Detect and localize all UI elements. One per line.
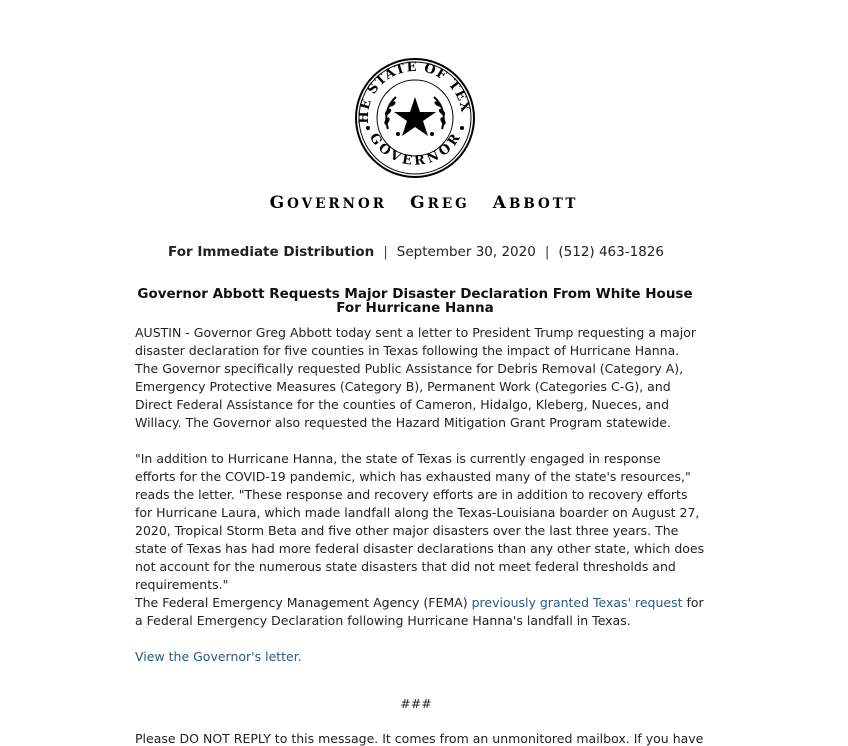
office-title-word-3: BBOTT (508, 196, 579, 212)
do-not-reply-notice: Please DO NOT REPLY to this message. It comes from an unmonitored mailbox. If you have (135, 731, 704, 746)
separator: | (383, 244, 388, 260)
release-date: September 30, 2020 (396, 244, 536, 260)
office-title (0, 193, 848, 213)
end-mark: ### (400, 696, 432, 711)
office-title-word-1: OVERNOR (287, 196, 387, 212)
governor-letter-link[interactable]: View the Governor's letter. (135, 649, 302, 664)
texas-governor-seal (354, 57, 476, 179)
star-icon (394, 97, 436, 136)
office-title-word-2: REG (427, 196, 470, 212)
seal-inner-text: GOVERNOR (365, 130, 465, 170)
headline: Governor Abbott Requests Major Disaster Declaration From White House For Hurricane Hanna (137, 286, 693, 316)
seal-outer-text: HE STATE OF TEX (356, 59, 473, 124)
distribution-line (0, 244, 832, 260)
distribution-label: For Immediate Distribution (168, 244, 375, 260)
paragraph-3 (135, 594, 705, 630)
phone-number: (512) 463-1826 (558, 244, 664, 260)
seal-graphic (354, 57, 476, 179)
fema-request-link[interactable]: previously granted Texas' request (471, 595, 683, 610)
office-title-initial-1: G (269, 193, 288, 213)
paragraph-1: AUSTIN - Governor Greg Abbott today sent a letter to President Trump requesting a major disaster declaration for five counties in Texas following the impact of Hurricane Hanna. The Governor specifically requested Public Assistance for Debris Removal (Category A), Emergency Protective Measures (Category B), Permanent Work (Categories C-G), and Direct Federal Assistance for the counties of Cameron, Hidalgo, Kleberg, Nueces, and Willacy. The Governor also requested the Hazard Mitigation Grant Program statewide. (135, 325, 696, 430)
paragraph-2: "In addition to Hurricane Hanna, the state of Texas is currently engaged in response efforts for the COVID-19 pandemic, which has exhausted many of the state's resources," reads the letter. "These response and recovery efforts are in addition to recovery efforts for Hurricane Laura, which made landfall along the Texas-Louisiana boarder on August 27, 2020, Tropical Storm Beta and five other major disasters over the last three years. The state of Texas has had more federal disaster declarations than any other state, which does not account for the numerous state disasters that did not meet federal thresholds and requirements." (135, 451, 705, 592)
paragraph-4 (135, 648, 705, 666)
paragraph-3-text: The Federal Emergency Management Agency (FEMA) (135, 595, 472, 610)
office-title-initial-3: A (492, 193, 509, 213)
office-title-initial-2: G (410, 193, 428, 213)
separator: | (544, 244, 550, 260)
paragraph-3-text-end: for a Federal Emergency Declaration following Hurricane Hanna's landfall in Texas. (135, 595, 704, 628)
